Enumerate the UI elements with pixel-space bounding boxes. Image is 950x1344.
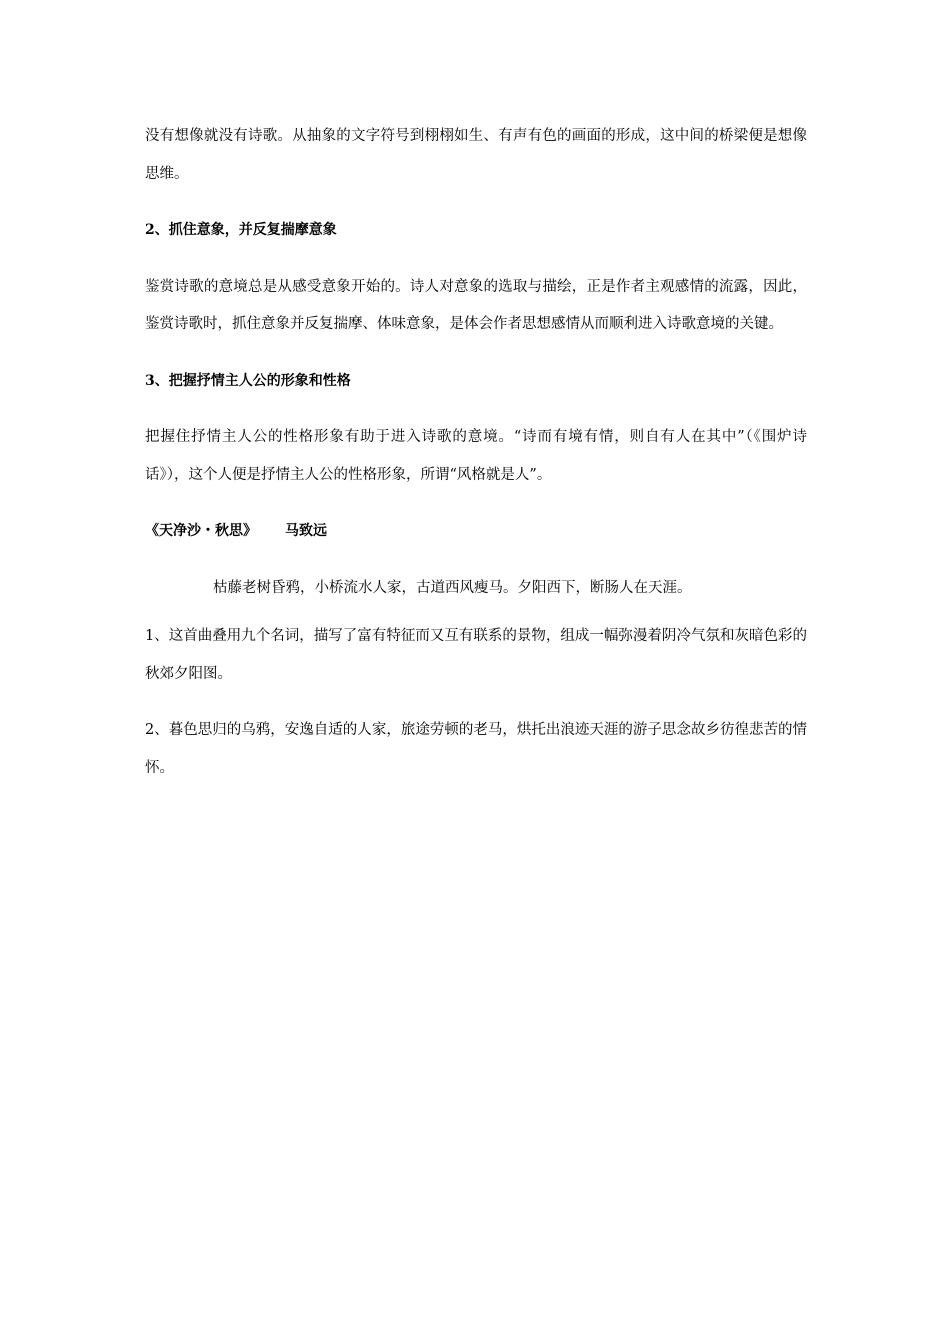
paragraph-protagonist: 把握住抒情主人公的性格形象有助于进入诗歌的意境。“诗而有境有情，则自有人在其中”（《围炉诗话》），这个人便是抒情主人公的性格形象，所谓“风格就是人”。: [145, 429, 807, 483]
poem-title: 《天净沙・秋思》: [145, 523, 257, 539]
document-page: [145, 118, 807, 787]
poem-author: 马致远: [285, 523, 327, 539]
poem-text: 枯藤老树昏鸦，小桥流水人家，古道西风瘦马。夕阳西下，断肠人在天涯。: [213, 579, 692, 596]
note-nine-nouns: 1、这首曲叠用九个名词，描写了富有特征而又互有联系的景物，组成一幅弥漫着阴冷气氛和灰暗色彩的秋郊夕阳图。: [145, 628, 807, 682]
note-wanderer-feelings: 2、暮色思归的乌鸦，安逸自适的人家，旅途劳顿的老马，烘托出浪迹天涯的游子思念故乡彷徨悲苦的情怀。: [145, 722, 807, 776]
heading-grasp-imagery: 2、抓住意象，并反复揣摩意象: [145, 222, 337, 238]
paragraph-imagination: 没有想像就没有诗歌。从抽象的文字符号到栩栩如生、有声有色的画面的形成，这中间的桥梁便是想像思维。: [145, 128, 807, 182]
heading-lyric-protagonist: 3、把握抒情主人公的形象和性格: [145, 372, 351, 389]
poem-heading: [145, 513, 807, 551]
paragraph-imagery: 鉴赏诗歌的意境总是从感受意象开始的。诗人对意象的选取与描绘，正是作者主观感情的流露，因此，鉴赏诗歌时，抓住意象并反复揣摩、体味意象，是体会作者思想感情从而顺利进入诗歌意境的关键。: [145, 278, 807, 332]
